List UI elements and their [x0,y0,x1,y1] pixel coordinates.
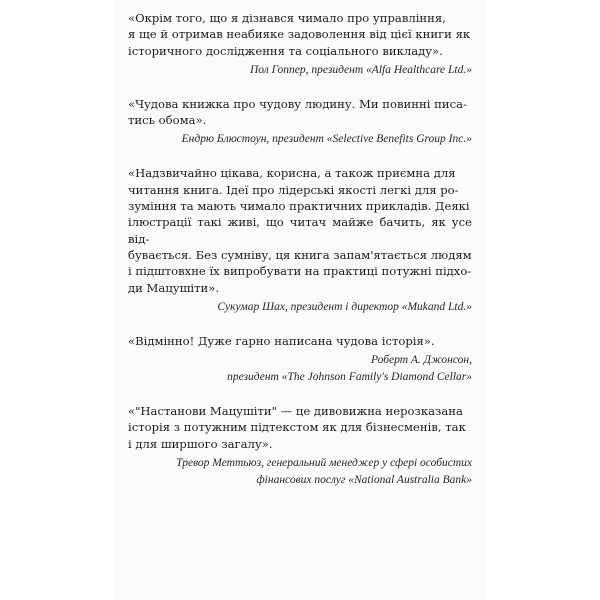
attribution-line: Пол Гоппер, президент «Alfa Healthcare Ltd.» [249,63,472,76]
quote-line: «"Настанови Мацушіти" — це дивовижна нерозказана [128,404,463,419]
quote-line: ди Мацушіти». [128,280,220,295]
quote-line: історія з потужним підтекстом як для бізнесменів, так [128,420,466,435]
testimonial [128,10,472,79]
quote-line: читання книга. Ідеї про лідерські якості легкі для ро- [128,182,459,197]
testimonial-quote [128,165,472,295]
testimonials-list [128,10,472,506]
testimonial [128,96,472,149]
quote-line: «Чудова книжка про чудову людину. Ми повинні писа- [128,96,467,111]
quote-line: я ще й отримав неабияке задоволення від цієї книги як [128,27,471,42]
quote-line: «Відмінно! Дуже гарно написана чудова історія». [128,333,435,348]
quote-line: бувається. Без сумніву, ця книга запам'ятається людям [128,247,472,262]
quote-line: «Окрім того, що я дізнався чимало про управління, [128,11,446,25]
attribution-line: Тревор Меттьюз, генеральний менеджер у сфері особистих [176,457,472,470]
attribution-line: Роберт А. Джонсон, [371,354,472,367]
testimonial-quote [128,10,472,59]
testimonial-attribution [128,131,472,148]
testimonial [128,403,472,489]
testimonial-quote [128,96,472,129]
testimonial [128,333,472,386]
quote-line: і підштовхне їх випробувати на практиці потужні підхо- [128,264,472,279]
quote-line: історичного дослідження та соціального викладу». [128,43,443,58]
attribution-line: президент «The Johnson Family's Diamond Cellar» [227,371,472,384]
quote-line: зуміння та мають чимало практичних прикладів. Деякі [128,199,470,214]
testimonial-quote [128,333,472,349]
quote-line: ілюстрації такі живі, що читач майже бачить, як усе від- [128,215,472,246]
attribution-line: Ендрю Блюстоун, президент «Selective Benefits Group Inc.» [181,133,472,146]
testimonial-attribution [128,455,472,489]
testimonial [128,165,472,315]
quote-line: і для ширшого загалу». [128,436,273,451]
testimonial-attribution [128,62,472,79]
quote-line: «Надзвичайно цікава, корисна, а також приємна для [128,166,456,181]
attribution-line: Сукумар Шах, президент і директор «Mukand Ltd.» [217,300,472,313]
testimonial-attribution [128,352,472,386]
attribution-line: фінансових послуг «National Australia Bank» [256,474,472,487]
quote-line: тись обома». [128,113,207,128]
testimonial-quote [128,403,472,452]
testimonial-attribution [128,299,472,316]
